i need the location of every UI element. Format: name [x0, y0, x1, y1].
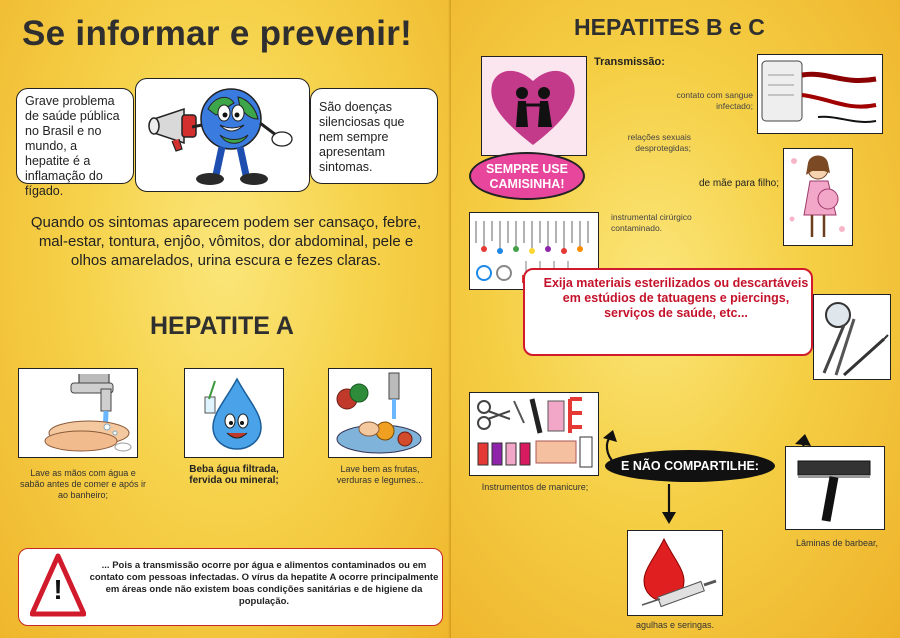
hepatite-a-heading: HEPATITE A — [150, 312, 294, 340]
handwashing-image — [18, 368, 138, 458]
intro-right-bubble: São doenças silenciosas que nem sempre apresentam sintomas. — [310, 88, 438, 184]
hepatites-bc-heading: HEPATITES B e C — [574, 14, 765, 40]
arrow-right-icon — [795, 434, 811, 446]
pregnant-woman-image — [783, 148, 853, 246]
washing-vegetables-image — [328, 368, 432, 458]
manicure-tools-icon — [478, 399, 592, 467]
tip-vegetables-caption: Lave bem as frutas, verduras e legumes... — [336, 464, 424, 485]
arrow-down-icon — [662, 512, 676, 524]
page-title: Se informar e prevenir! — [22, 14, 413, 53]
water-drop-image — [184, 368, 284, 458]
water-drop-icon — [205, 379, 261, 449]
razor-image — [785, 446, 885, 530]
mother-to-child-text: de mãe para filho; — [698, 178, 779, 189]
blood-bag-image — [757, 54, 883, 134]
megaphone-icon — [149, 109, 196, 151]
blood-contact-text: contato com sangue infectado; — [676, 90, 753, 111]
dental-tools-image — [813, 294, 891, 380]
warning-text: ... Pois a transmissão ocorre por água e alimentos contaminados ou em contato com pessoas infectadas. O vírus da hepatite A ocorre principalmente em áreas onde não existem boas condições sanitárias e de higiene da população. — [89, 560, 439, 607]
globe-character-icon — [192, 89, 292, 185]
manicure-caption: Instrumentos de manicure; — [481, 482, 589, 492]
razor-icon — [798, 461, 870, 521]
pregnant-woman-icon — [790, 156, 846, 238]
nao-compartilhe-badge: E NÃO COMPARTILHE: — [605, 450, 775, 482]
needles-caption: agulhas e seringas. — [635, 620, 715, 630]
syringe-image — [627, 530, 723, 616]
transmission-label: Transmissão: — [594, 56, 665, 68]
couple-heart-image — [481, 56, 587, 156]
warning-symbol: ! — [53, 574, 63, 605]
tip-water-caption: Beba água filtrada, fervida ou mineral; — [189, 464, 279, 486]
dental-mirror-icon — [824, 303, 888, 375]
condom-badge: SEMPRE USE CAMISINHA! — [469, 152, 585, 200]
symptoms-text: Quando os sintomas aparecem podem ser cansaço, febre, mal-estar, tontura, enjôo, vômitos, dor abdominal, pele e olhos amarelados, urina escura e fezes claras. — [30, 214, 422, 269]
heart-icon — [491, 71, 574, 145]
intro-left-bubble: Grave problema de saúde pública no Brasil e no mundo, a hepatite é a inflamação do fígado. — [16, 88, 134, 184]
sexual-relations-text: relações sexuais desprotegidas; — [627, 132, 691, 153]
vegetables-icon — [337, 373, 421, 453]
tip-handwashing-caption: Lave as mãos com água e sabão antes de comer e após ir ao banheiro; — [19, 468, 147, 500]
surgical-instruments-text: instrumental cirúrgico contaminado. — [611, 212, 692, 233]
blood-tubing-icon — [762, 61, 876, 122]
right-panel — [451, 0, 900, 638]
exija-text: Exija materiais esterilizados ou descartáveis em estúdios de tatuagens e piercings, serviços de saúde, etc... — [543, 276, 809, 320]
manicure-tools-image — [469, 392, 599, 476]
globe-mascot-image — [135, 78, 310, 192]
arrow-left-icon — [603, 430, 617, 442]
razor-caption: Lâminas de barbear, — [795, 538, 879, 548]
hands-icon — [45, 421, 131, 451]
